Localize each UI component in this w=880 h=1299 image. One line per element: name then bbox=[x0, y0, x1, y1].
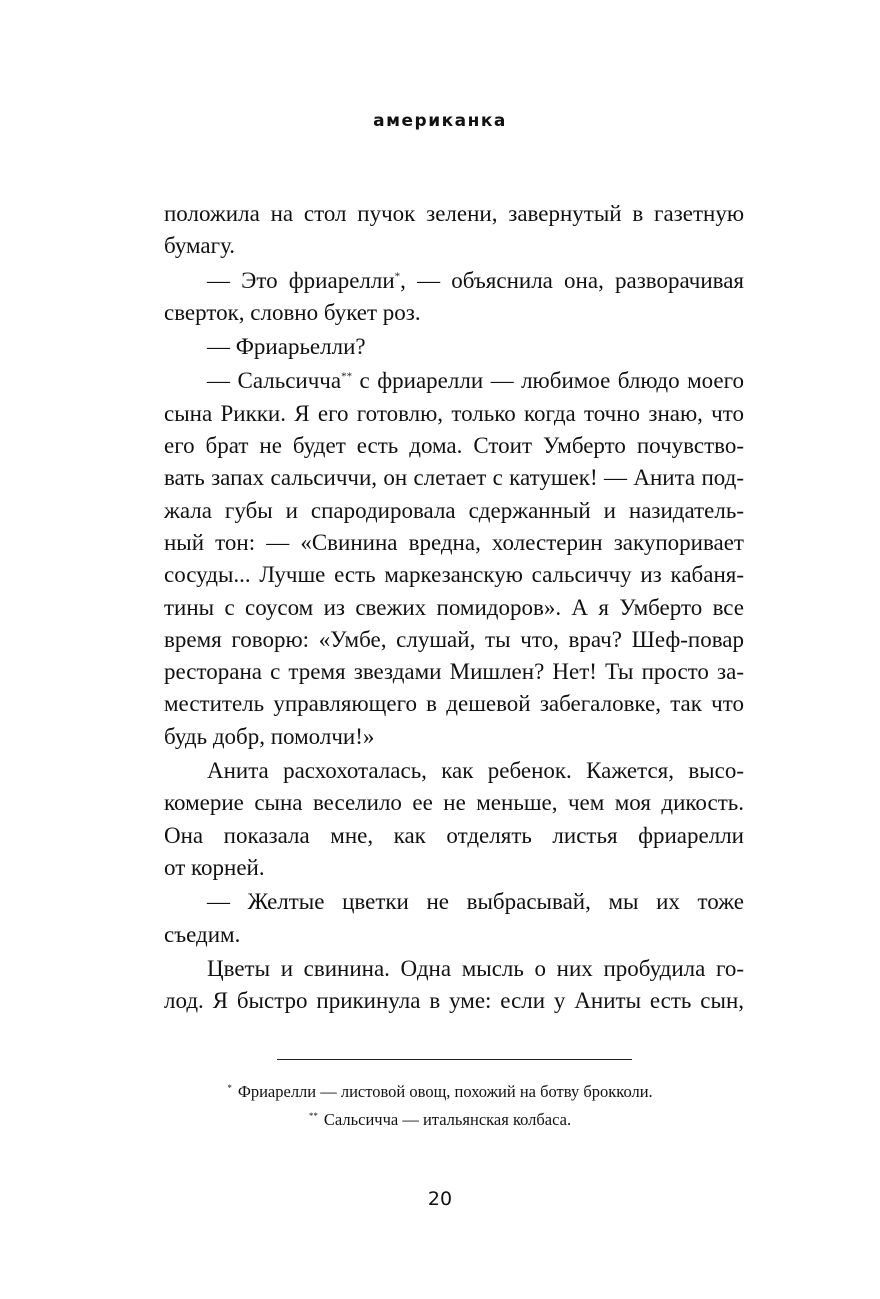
footnote-marker: * bbox=[394, 269, 401, 282]
text-line bbox=[164, 365, 744, 397]
text-line: жала губы и спародировала сдержанный и назидатель- bbox=[164, 497, 744, 523]
text-line: будь добр, помолчи!» bbox=[164, 723, 375, 749]
text-line: сосуды... Лучше есть маркезанскую сальсиччу из кабаня- bbox=[164, 562, 744, 588]
footnote bbox=[0, 1106, 880, 1134]
text-line: Анита расхохоталась, как ребенок. Кажется, высо- bbox=[207, 758, 744, 784]
text-line: меститель управляющего в дешевой забегаловке, так что bbox=[164, 691, 744, 717]
running-head-title: американка bbox=[373, 111, 507, 131]
text-line: ный тон: — «Свинина вредна, холестерин закупоривает bbox=[164, 529, 744, 555]
text-line: время говорю: «Умбе, слушай, ты что, врач? Шеф-повар bbox=[164, 626, 744, 652]
footnotes bbox=[0, 1078, 880, 1134]
footnote-divider bbox=[277, 1059, 632, 1060]
line-segment: — Сальсичча bbox=[207, 368, 342, 394]
page-number: 20 bbox=[427, 1188, 453, 1210]
text-line: вать запах сальсиччи, он слетает с катушек! — Анита под- bbox=[164, 465, 744, 491]
text-line: тины с соусом из свежих помидоров». А я Умберто все bbox=[164, 594, 744, 620]
text-line: бумагу. bbox=[164, 233, 236, 259]
text-line: комерие сына веселило ее не меньше, чем моя дикость. bbox=[164, 790, 744, 816]
text-line: положила на стол пучок зелени, завернутый в газетную bbox=[164, 201, 744, 226]
footnote-mark: ** bbox=[308, 1110, 318, 1121]
text-line: его брат не будет есть дома. Стоит Умберто почувство- bbox=[164, 433, 744, 459]
footnote-marker: ** bbox=[341, 370, 353, 383]
footnote bbox=[0, 1078, 880, 1106]
text-line: сверток, словно букет роз. bbox=[164, 299, 421, 325]
text-line: ресторана с тремя звездами Мишлен? Нет! Ты просто за- bbox=[164, 659, 744, 685]
text-line: Она показала мне, как отделять листья фриарелли bbox=[164, 822, 744, 848]
text-line: съедим. bbox=[164, 921, 241, 947]
text-line: лод. Я быстро прикинула в уме: если у Аниты есть сын, bbox=[164, 988, 744, 1014]
footnote-mark: * bbox=[227, 1082, 232, 1093]
line-segment: , — объяснила она, разворачивая bbox=[400, 267, 744, 293]
body-text bbox=[164, 198, 744, 1017]
text-line: — Желтые цветки не выбрасывай, мы их тоже bbox=[207, 889, 744, 915]
text-line bbox=[164, 265, 744, 297]
text-line: от корней. bbox=[164, 854, 265, 880]
text-line: Цветы и свинина. Одна мысль о них пробудила го- bbox=[207, 955, 744, 981]
line-segment: — Это фриарелли bbox=[207, 267, 395, 293]
footnote-text: Сальсичча — итальянская колбаса. bbox=[323, 1110, 572, 1129]
text-line: — Фриарьелли? bbox=[207, 334, 366, 360]
text-line: сына Рикки. Я его готовлю, только когда точно знаю, что bbox=[164, 400, 744, 426]
line-segment: с фриарелли — любимое блюдо моего bbox=[352, 368, 744, 394]
footnote-text: Фриарелли — листовой овощ, похожий на ботву брокколи. bbox=[237, 1082, 653, 1101]
